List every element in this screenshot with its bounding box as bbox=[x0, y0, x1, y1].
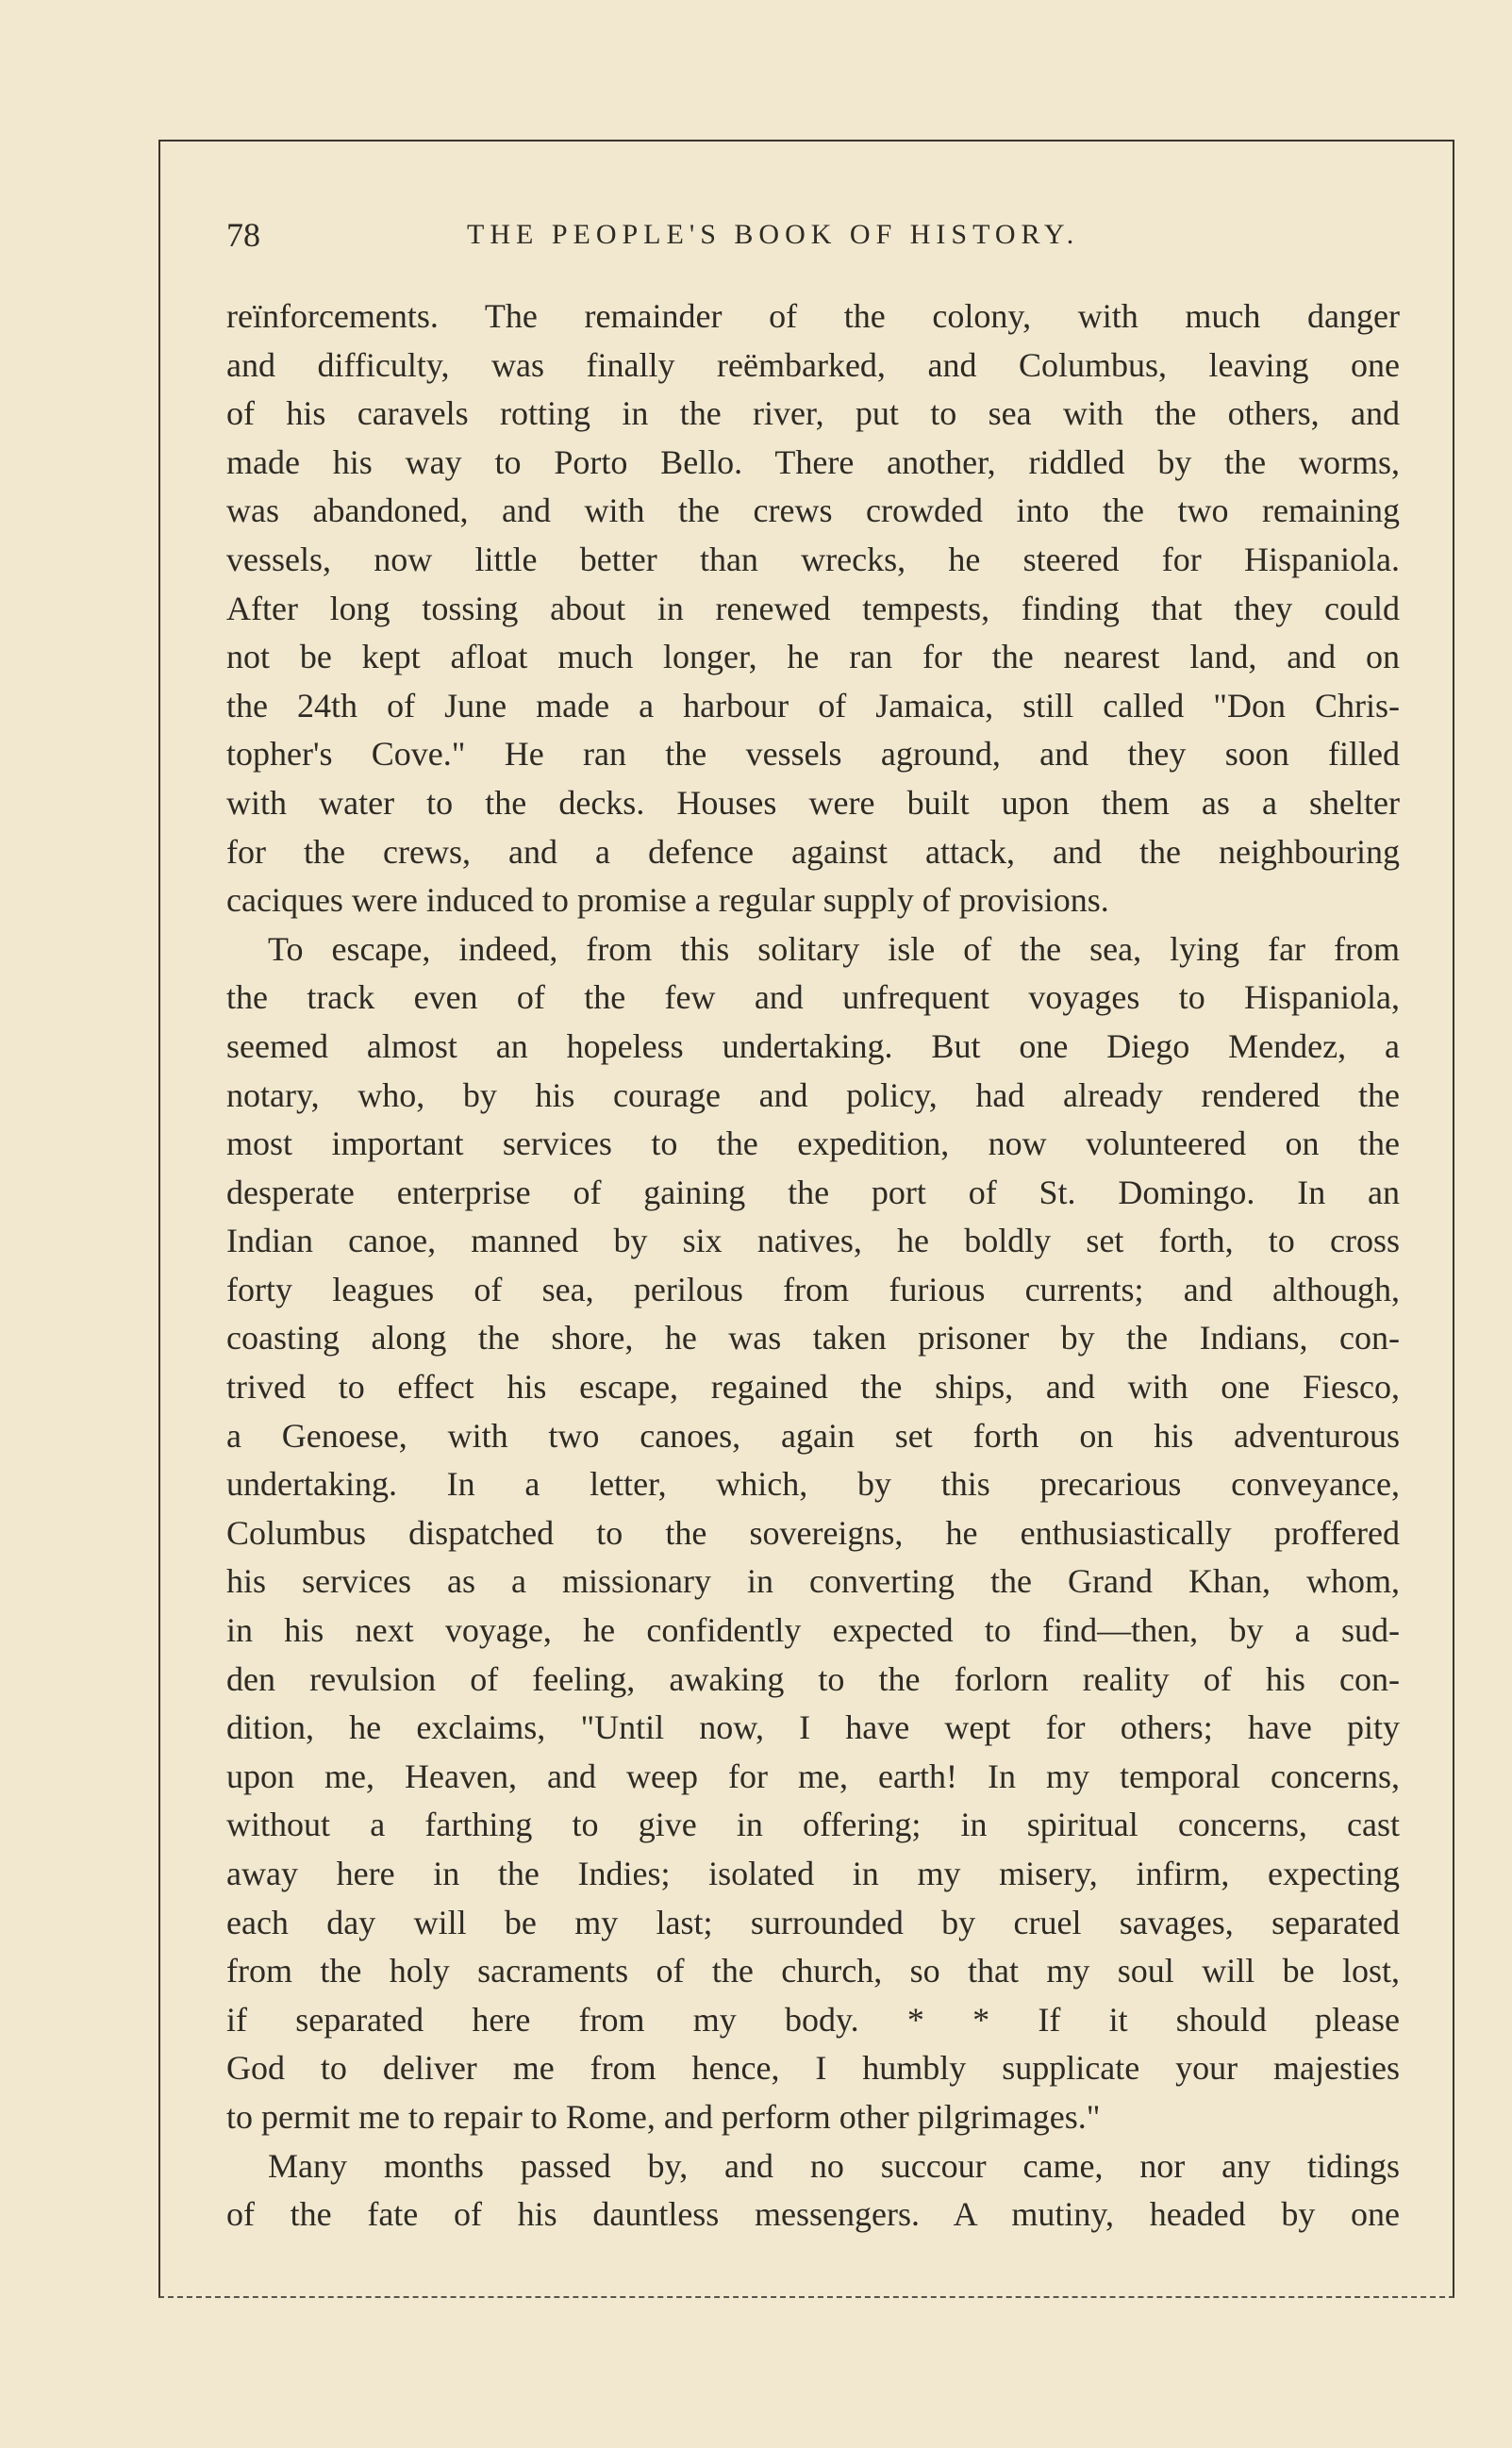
text-line: Columbus dispatched to the sovereigns, he enthusiastically proffered bbox=[226, 1513, 1400, 1552]
text-line: in his next voyage, he confidently expected to find—then, by a sud- bbox=[226, 1611, 1400, 1650]
text-line: forty leagues of sea, perilous from furious currents; and although, bbox=[226, 1270, 1400, 1308]
text-line: made his way to Porto Bello. There another, riddled by the worms, bbox=[226, 442, 1400, 481]
text-line: his services as a missionary in converting the Grand Khan, whom, bbox=[226, 1562, 1400, 1601]
text-line: den revulsion of feeling, awaking to the forlorn reality of his con- bbox=[226, 1659, 1400, 1698]
text-line: was abandoned, and with the crews crowded into the two remaining bbox=[226, 491, 1400, 530]
text-line: of his caravels rotting in the river, put to sea with the others, and bbox=[226, 394, 1400, 433]
text-line: of the fate of his dauntless messengers. A mutiny, headed by one bbox=[226, 2195, 1400, 2234]
text-line: and difficulty, was finally reëmbarked, and Columbus, leaving one bbox=[226, 345, 1400, 384]
text-line: God to deliver me from hence, I humbly supplicate your majesties bbox=[226, 2049, 1400, 2088]
text-line: without a farthing to give in offering; in spiritual concerns, cast bbox=[226, 1806, 1400, 1844]
text-line: undertaking. In a letter, which, by this precarious conveyance, bbox=[226, 1465, 1400, 1504]
text-line: a Genoese, with two canoes, again set forth on his adventurous bbox=[226, 1416, 1400, 1455]
text-line: desperate enterprise of gaining the port of St. Domingo. In an bbox=[226, 1173, 1400, 1211]
body-text bbox=[226, 292, 1400, 2240]
page-header bbox=[226, 215, 1405, 272]
text-line: Indian canoe, manned by six natives, he boldly set forth, to cross bbox=[226, 1222, 1400, 1260]
text-line: not be kept afloat much longer, he ran for the nearest land, and on bbox=[226, 638, 1400, 676]
text-line: Many months passed by, and no succour came, nor any tidings bbox=[268, 2146, 1400, 2185]
text-line: After long tossing about in renewed tempests, finding that they could bbox=[226, 589, 1400, 627]
text-line: to permit me to repair to Rome, and perform other pilgrimages." bbox=[226, 2097, 1101, 2136]
text-line: vessels, now little better than wrecks, he steered for Hispaniola. bbox=[226, 540, 1400, 578]
text-line: from the holy sacraments of the church, so that my soul will be lost, bbox=[226, 1952, 1400, 1990]
running-head: THE PEOPLE'S BOOK OF HISTORY. bbox=[467, 219, 1080, 250]
text-line: most important services to the expedition, now volunteered on the bbox=[226, 1124, 1400, 1163]
text-line: with water to the decks. Houses were built upon them as a shelter bbox=[226, 783, 1400, 822]
text-line: for the crews, and a defence against attack, and the neighbouring bbox=[226, 832, 1400, 871]
text-line: dition, he exclaims, "Until now, I have wept for others; have pity bbox=[226, 1708, 1400, 1747]
text-line: the track even of the few and unfrequent voyages to Hispaniola, bbox=[226, 978, 1400, 1017]
text-line: coasting along the shore, he was taken prisoner by the Indians, con- bbox=[226, 1319, 1400, 1357]
text-line: topher's Cove." He ran the vessels aground, and they soon filled bbox=[226, 735, 1400, 774]
text-line: the 24th of June made a harbour of Jamaica, still called "Don Chris- bbox=[226, 686, 1400, 724]
page-number: 78 bbox=[226, 216, 260, 254]
text-line: To escape, indeed, from this solitary isle of the sea, lying far from bbox=[268, 929, 1400, 968]
text-line: each day will be my last; surrounded by cruel savages, separated bbox=[226, 1903, 1400, 1941]
text-line: seemed almost an hopeless undertaking. But one Diego Mendez, a bbox=[226, 1026, 1400, 1065]
text-line: trived to effect his escape, regained the ships, and with one Fiesco, bbox=[226, 1368, 1400, 1407]
text-line: caciques were induced to promise a regular supply of provisions. bbox=[226, 881, 1109, 920]
text-line: upon me, Heaven, and weep for me, earth! In my temporal concerns, bbox=[226, 1757, 1400, 1795]
text-line: if separated here from my body. * * If it should please bbox=[226, 2000, 1400, 2039]
text-line: reïnforcements. The remainder of the colony, with much danger bbox=[226, 297, 1400, 335]
text-line: away here in the Indies; isolated in my misery, infirm, expecting bbox=[226, 1855, 1400, 1892]
text-line: notary, who, by his courage and policy, had already rendered the bbox=[226, 1075, 1400, 1114]
